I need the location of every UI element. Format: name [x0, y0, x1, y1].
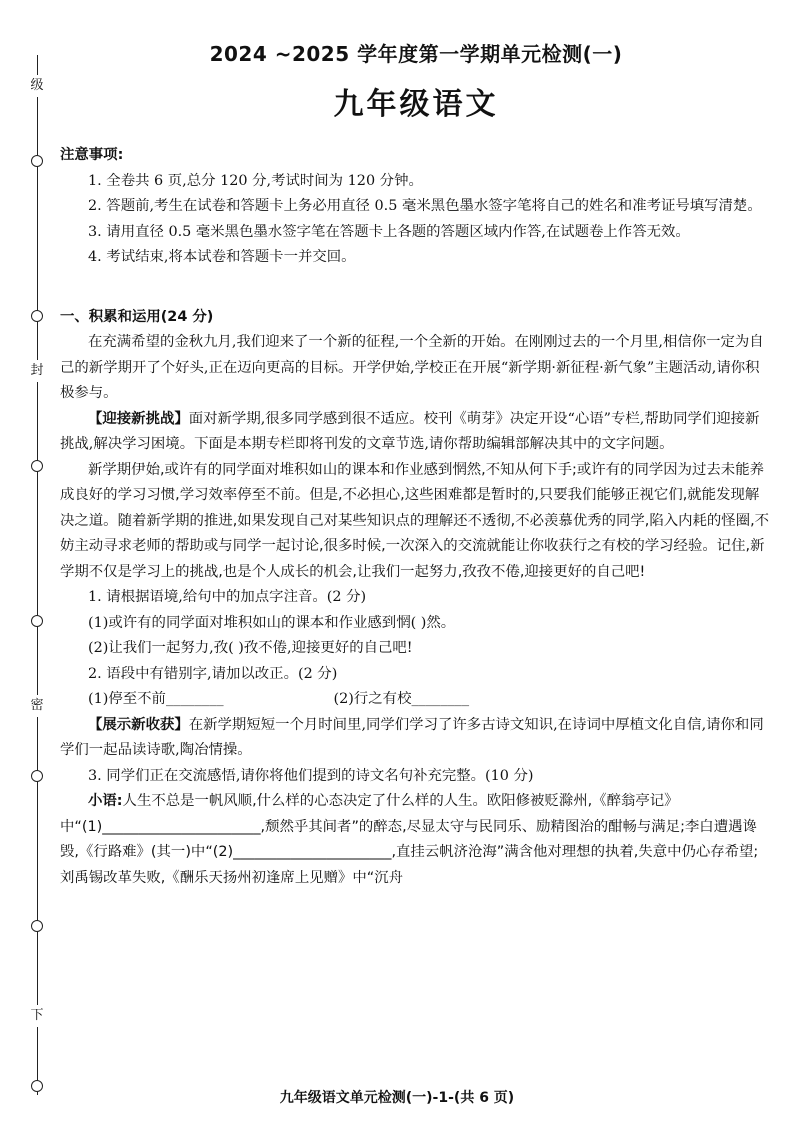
question-1b: (2)让我们一起努力,孜( )孜不倦,迎接更好的自己吧! — [88, 640, 413, 656]
part-text: 在新学期短短一个月时间里,同学们学习了许多古诗文知识,在诗词中厚植文化自信,请你和同学们一起品读诗歌,陶冶情操。 — [60, 716, 764, 758]
binding-label-ji: 级 — [26, 75, 48, 97]
exam-title: 2024 ~2025 学年度第一学期单元检测(一) — [209, 42, 623, 66]
part-harvest — [60, 713, 772, 764]
section-intro: 在充满希望的金秋九月,我们迎来了一个新的征程,一个全新的开始。在刚刚过去的一个月里,相信你一定为自己的新学期开了个好头,正在迈向更高的目标。开学伊始,学校正在开展“新学期·新征程·新气象”主题活动,请你积极参与。 — [60, 334, 764, 401]
question-1a: (1)或许有的同学面对堆积如山的课本和作业感到惘( )然。 — [88, 614, 456, 631]
part-tag: 【迎接新挑战】 — [88, 410, 189, 427]
speaker-text: 人生不总是一帆风顺,什么样的心态决定了什么样的人生。欧阳修被贬滁州,《醉翁亭记》中“(1)______________________,颓然乎其间者”的醉态,尽显太守与民同乐、励精图治的酣畅与满足;李白遭遇谗毁,《行路难》(其一)中“(2)______________________,直挂云帆济沧海”满含他对理想的执着,失意中仍心存希望;刘禹锡改革失败,《酬乐天扬州初逢席上见赠》中“沉舟 — [60, 793, 759, 886]
page-footer: 九年级语文单元检测(一)-1-(共 6 页) — [279, 1090, 515, 1106]
question-2a: (1)停至不前________ — [88, 691, 224, 707]
binding-hole — [31, 155, 43, 167]
notes-block — [60, 143, 772, 271]
note-item: 2. 答题前,考生在试卷和答题卡上务必用直径 0.5 毫米黑色墨水签字笔将自己的姓名和准考证号填写清楚。 — [88, 198, 762, 214]
part-challenge — [60, 407, 772, 458]
binding-label-mi: 密 — [26, 695, 48, 717]
binding-margin — [20, 55, 56, 1095]
question-2b: (2)行之有校________ — [333, 691, 470, 707]
note-item: 3. 请用直径 0.5 毫米黑色墨水签字笔在答题卡上各题的答题区域内作答,在试题卷上作答无效。 — [88, 223, 690, 240]
question-3: 3. 同学们正在交流感悟,请你将他们提到的诗文名句补充完整。(10 分) — [88, 767, 534, 784]
section-heading: 一、积累和运用(24 分) — [60, 308, 214, 325]
binding-label-feng: 封 — [26, 360, 48, 382]
binding-hole — [31, 920, 43, 932]
question-1: 1. 请根据语境,给句中的加点字注音。(2 分) — [88, 589, 367, 605]
binding-hole — [31, 310, 43, 322]
question-2: 2. 语段中有错别字,请加以改正。(2 分) — [88, 665, 338, 682]
note-item: 1. 全卷共 6 页,总分 120 分,考试时间为 120 分钟。 — [88, 172, 423, 189]
binding-label-xia: 下 — [26, 1005, 48, 1027]
question-2-answers — [60, 687, 772, 713]
binding-hole — [31, 460, 43, 472]
part-tag: 【展示新收获】 — [88, 716, 189, 733]
binding-line — [37, 55, 38, 1095]
speaker-tag: 小语: — [88, 793, 123, 809]
notes-title: 注意事项: — [60, 147, 124, 163]
exam-page — [60, 38, 772, 891]
note-item: 4. 考试结束,将本试卷和答题卡一并交回。 — [88, 249, 356, 265]
xiaoyu-paragraph — [60, 789, 772, 891]
section-one — [60, 305, 772, 892]
part-text: 面对新学期,很多同学感到很不适应。校刊《萌芽》决定开设“心语”专栏,帮助同学们迎接新挑战,解决学习困境。下面是本期专栏即将刊发的文章节选,请你帮助编辑部解决其中的文字问题。 — [60, 410, 760, 452]
reading-passage: 新学期伊始,或许有的同学面对堆积如山的课本和作业感到惘然,不知从何下手;或许有的同学因为过去未能养成良好的学习习惯,学习效率停至不前。但是,不必担心,这些困难都是暂时的,只要我们能够正视它们,就能发现解决之道。随着新学期的推进,如果发现自己对某些知识点的理解还不透彻,不必羡慕优秀的同学,陷入内耗的怪圈,不妨主动寻求老师的帮助或与同学一起讨论,很多时候,一次深入的交流就能让你收获行之有校的学习经验。记住,新学期不仅是学习上的挑战,也是个人成长的机会,让我们一起努力,孜孜不倦,迎接更好的自己吧! — [60, 461, 770, 580]
binding-hole — [31, 615, 43, 627]
exam-subject: 九年级语文 — [333, 87, 499, 122]
binding-hole — [31, 770, 43, 782]
